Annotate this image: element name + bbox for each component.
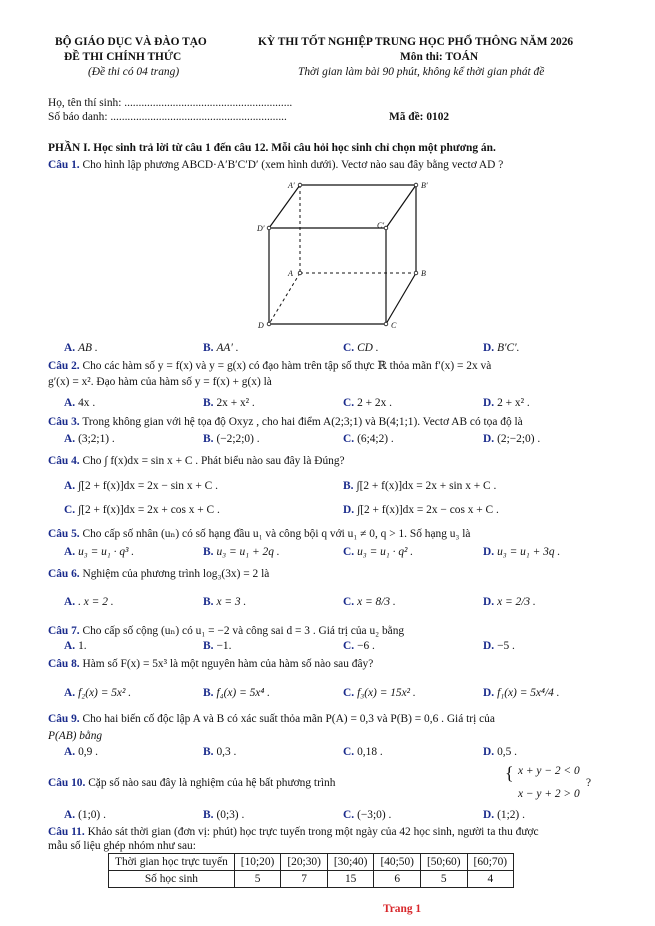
svg-text:C′: C′: [377, 221, 385, 230]
candidate-id-field: Số báo danh: ..............................................................: [48, 111, 287, 123]
q4-option-b[interactable]: B. ∫[2 + f(x)]dx = 2x + sin x + C .: [343, 480, 497, 492]
svg-text:B: B: [421, 269, 426, 278]
q3-option-c[interactable]: C. (6;4;2) .: [343, 433, 394, 445]
question-9: Câu 9. Cho hai biến cố độc lập A và B có xác suất thỏa mãn P(A) = 0,3 và P(B) = 0,6 . Giá trị của: [48, 713, 495, 725]
q3-option-d[interactable]: D. (2;−2;0) .: [483, 433, 541, 445]
frequency-table: [108, 853, 514, 888]
question-8: Câu 8. Hàm số F(x) = 5x³ là một nguyên hàm của hàm số nào sau đây?: [48, 658, 374, 670]
q9-option-d[interactable]: D. 0,5 .: [483, 746, 518, 758]
q5-option-d[interactable]: D. u₃ = u₁ + 3q .: [483, 546, 561, 558]
q1-option-d[interactable]: D. B′C′.: [483, 342, 520, 354]
q2-option-b[interactable]: B. 2x + x² .: [203, 397, 255, 409]
page-number: Trang 1: [383, 903, 422, 915]
q1-option-b[interactable]: B. AA′ .: [203, 342, 239, 354]
question-2: Câu 2. Cho các hàm số y = f(x) và y = g(x) có đạo hàm trên tập số thực ℝ thỏa mãn f′(x) = 2x và: [48, 360, 492, 372]
question-11: Câu 11. Khảo sát thời gian (đơn vị: phút) học trực tuyến trong một ngày của 42 học sinh, người ta thu được: [48, 826, 539, 838]
inequality-2: x − y + 2 > 0: [518, 788, 580, 800]
q8-option-b[interactable]: B. f₄(x) = 5x⁴ .: [203, 687, 271, 699]
table-cell: [20;30): [281, 854, 328, 871]
table-cell: 15: [327, 871, 374, 888]
table-cell: 7: [281, 871, 328, 888]
cube-figure: [250, 176, 435, 336]
q6-option-a[interactable]: A. . x = 2 .: [64, 596, 114, 608]
svg-text:A′: A′: [288, 181, 295, 190]
question-10-qmark: ?: [586, 777, 592, 789]
q9-option-b[interactable]: B. 0,3 .: [203, 746, 237, 758]
svg-text:A: A: [288, 269, 293, 278]
subject: Môn thi: TOÁN: [400, 51, 479, 63]
q2-option-c[interactable]: C. 2 + 2x .: [343, 397, 392, 409]
question-1: Câu 1. Cho hình lập phương ABCD·A′B′C′D′ (xem hình dưới). Vectơ nào sau đây bằng vectơ AD ?: [48, 159, 504, 171]
svg-text:D′: D′: [257, 224, 265, 233]
question-10: Câu 10. Cặp số nào sau đây là nghiệm của hệ bất phương trình: [48, 777, 336, 789]
table-cell: 6: [374, 871, 421, 888]
q4-option-a[interactable]: A. ∫[2 + f(x)]dx = 2x − sin x + C .: [64, 480, 218, 492]
q9-option-a[interactable]: A. 0,9 .: [64, 746, 99, 758]
q5-option-b[interactable]: B. u₃ = u₁ + 2q .: [203, 546, 280, 558]
table-cell: [50;60): [420, 854, 467, 871]
table-cell: [30;40): [327, 854, 374, 871]
q2-option-d[interactable]: D. 2 + x² .: [483, 397, 530, 409]
system-brace: {: [505, 763, 514, 783]
candidate-name-field: Họ, tên thí sinh: ...........................................................: [48, 97, 293, 109]
exam-code: Mã đề: 0102: [389, 111, 450, 123]
question-6: Câu 6. Nghiệm của phương trình log₃(3x) = 2 là: [48, 568, 270, 580]
q8-option-a[interactable]: A. f₂(x) = 5x² .: [64, 687, 132, 699]
q3-option-a[interactable]: A. (3;2;1) .: [64, 433, 115, 445]
svg-text:D: D: [258, 321, 264, 330]
q1-option-a[interactable]: A. AB .: [64, 342, 98, 354]
q6-option-d[interactable]: D. x = 2/3 .: [483, 596, 536, 608]
exam-title: KỲ THI TỐT NGHIỆP TRUNG HỌC PHỔ THÔNG NĂM 2026: [258, 36, 574, 48]
official-label: ĐỀ THI CHÍNH THỨC: [64, 51, 182, 63]
q7-option-a[interactable]: A. 1.: [64, 640, 87, 652]
q10-option-d[interactable]: D. (1;2) .: [483, 809, 525, 821]
table-cell: 5: [234, 871, 281, 888]
table-cell: Số học sinh: [109, 871, 235, 888]
q8-option-c[interactable]: C. f₃(x) = 15x² .: [343, 687, 416, 699]
q3-option-b[interactable]: B. (−2;2;0) .: [203, 433, 260, 445]
q7-option-b[interactable]: B. −1.: [203, 640, 232, 652]
question-7: Câu 7. Cho cấp số cộng (uₙ) có u₁ = −2 và công sai d = 3 . Giá trị của u₂ bằng: [48, 625, 405, 637]
inequality-1: x + y − 2 < 0: [518, 765, 580, 777]
question-5: Câu 5. Cho cấp số nhân (uₙ) có số hạng đầu u₁ và công bội q với u₁ ≠ 0, q > 1. Số hạng u₃ là: [48, 528, 471, 540]
q10-option-c[interactable]: C. (−3;0) .: [343, 809, 392, 821]
question-3: Câu 3. Trong không gian với hệ tọa độ Oxyz , cho hai điểm A(2;3;1) và B(4;1;1). Vectơ AB có tọa độ là: [48, 416, 523, 428]
q7-option-c[interactable]: C. −6 .: [343, 640, 375, 652]
table-cell: 4: [467, 871, 514, 888]
q10-option-a[interactable]: A. (1;0) .: [64, 809, 106, 821]
question-9-line2: P(AB) bằng: [48, 730, 103, 742]
svg-text:B′: B′: [421, 181, 428, 190]
table-header-row: [109, 854, 514, 871]
question-11-line2: mẫu số liệu ghép nhóm như sau:: [48, 840, 196, 852]
ministry-name: BỘ GIÁO DỤC VÀ ĐÀO TẠO: [55, 36, 207, 48]
q1-option-c[interactable]: C. CD .: [343, 342, 379, 354]
svg-text:C: C: [391, 321, 397, 330]
pages-note: (Đề thi có 04 trang): [88, 66, 180, 78]
q5-option-c[interactable]: C. u₃ = u₁ · q² .: [343, 546, 414, 558]
table-cell: [60;70): [467, 854, 514, 871]
q8-option-d[interactable]: D. f₁(x) = 5x⁴/4 .: [483, 687, 560, 699]
part-one-heading: PHẦN I. Học sinh trả lời từ câu 1 đến câu 12. Mỗi câu hỏi học sinh chỉ chọn một phương án.: [48, 142, 496, 154]
q9-option-c[interactable]: C. 0,18 .: [343, 746, 383, 758]
q5-option-a[interactable]: A. u₃ = u₁ · q³ .: [64, 546, 135, 558]
table-cell: [10;20): [234, 854, 281, 871]
table-row: [109, 871, 514, 888]
q6-option-b[interactable]: B. x = 3 .: [203, 596, 247, 608]
q2-option-a[interactable]: A. 4x .: [64, 397, 96, 409]
q4-option-d[interactable]: D. ∫[2 + f(x)]dx = 2x − cos x + C .: [343, 504, 499, 516]
table-cell: 5: [420, 871, 467, 888]
time-note: Thời gian làm bài 90 phút, không kể thời gian phát đề: [298, 66, 545, 78]
q6-option-c[interactable]: C. x = 8/3 .: [343, 596, 396, 608]
table-cell: Thời gian học trực tuyến: [109, 854, 235, 871]
q10-option-b[interactable]: B. (0;3) .: [203, 809, 245, 821]
table-cell: [40;50): [374, 854, 421, 871]
question-2-line2: g′(x) = x². Đạo hàm của hàm số y = f(x) + g(x) là: [48, 376, 272, 388]
q4-option-c[interactable]: C. ∫[2 + f(x)]dx = 2x + cos x + C .: [64, 504, 220, 516]
question-4: Câu 4. Cho ∫ f(x)dx = sin x + C . Phát biểu nào sau đây là Đúng?: [48, 455, 345, 467]
q7-option-d[interactable]: D. −5 .: [483, 640, 515, 652]
